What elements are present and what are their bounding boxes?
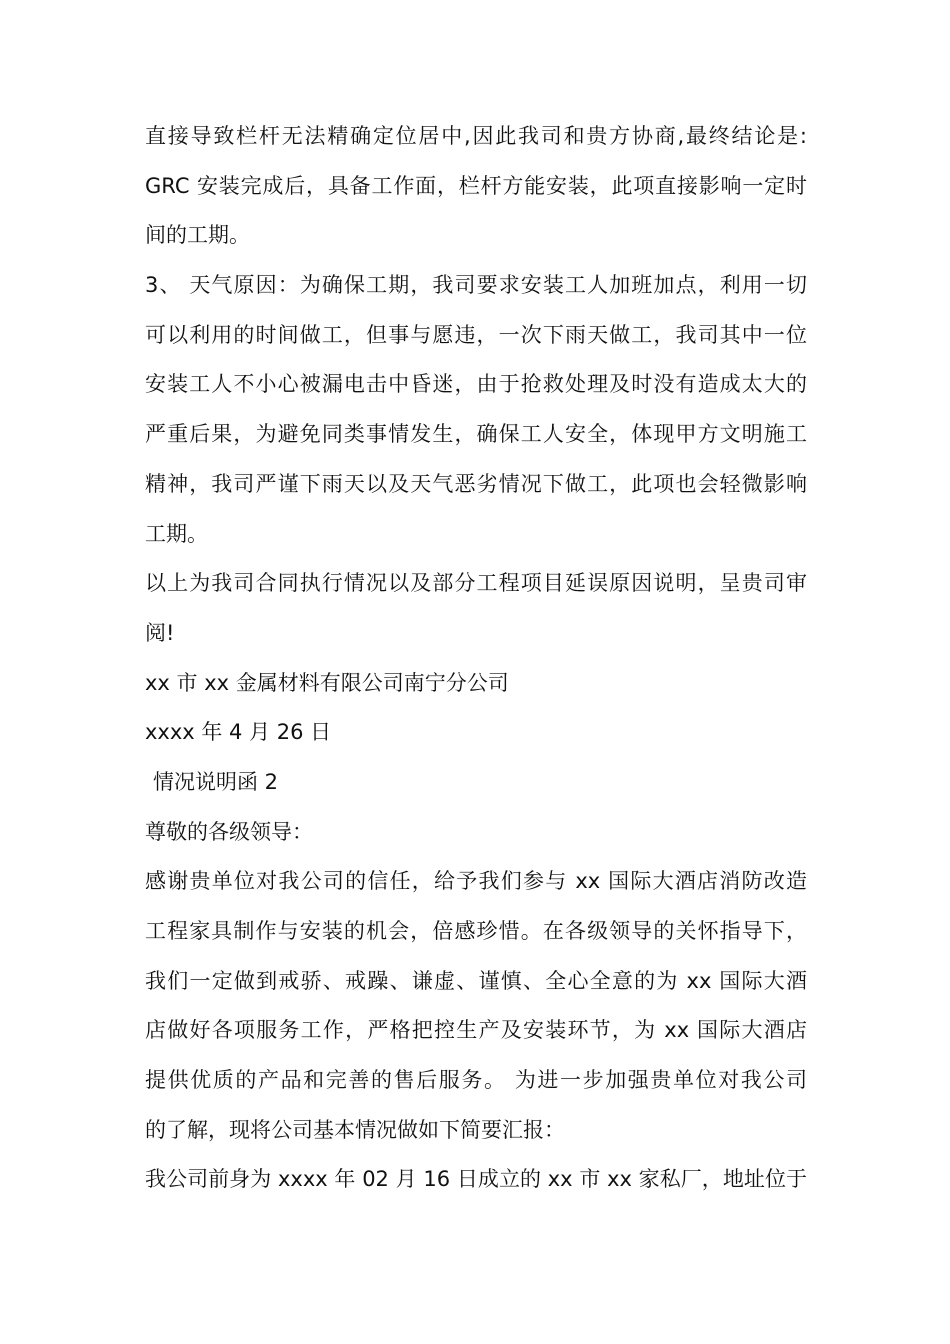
section-title: 情况说明函 2 [153,769,279,794]
text-line: 可以利用的时间做工，但事与愿违，一次下雨天做工，我司其中一位 [145,322,807,347]
text-line: 严重后果，为避免同类事情发生，确保工人安全，体现甲方文明施工 [145,422,807,447]
text-line: GRC 安装完成后，具备工作面，栏杆方能安装，此项直接影响一定时 [145,173,807,198]
text-line: 工期。 [145,521,208,546]
company-signature: xx 市 xx 金属材料有限公司南宁分公司 [145,670,509,695]
text-line: 精神，我司严谨下雨天以及天气恶劣情况下做工，此项也会轻微影响 [145,471,807,496]
text-line: 阅! [145,620,175,645]
text-line: 以上为我司合同执行情况以及部分工程项目延误原因说明，呈贵司审 [145,571,807,596]
text-line: 店做好各项服务工作，严格把控生产及安装环节，为 xx 国际大酒店 [145,1018,807,1043]
text-line: 直接导致栏杆无法精确定位居中,因此我司和贵方协商,最终结论是: [145,124,807,148]
signature-date: xxxx 年 4 月 26 日 [145,720,332,745]
text-line: 提供优质的产品和完善的售后服务。 为进一步加强贵单位对我公司 [145,1068,807,1093]
salutation: 尊敬的各级领导： [145,819,313,844]
text-line: 感谢贵单位对我公司的信任，给予我们参与 xx 国际大酒店消防改造 [145,869,807,894]
text-line: 我们一定做到戒骄、戒躁、谦虚、谨慎、全心全意的为 xx 国际大酒 [145,968,807,993]
document-body [145,112,807,1205]
text-line: 的了解，现将公司基本情况做如下简要汇报： [145,1117,565,1142]
text-line: 间的工期。 [145,223,250,248]
text-line: 工程家具制作与安装的机会，倍感珍惜。在各级领导的关怀指导下， [145,919,807,943]
list-item-heading: 3、 天气原因：为确保工期，我司要求安装工人加班加点，利用一切 [145,273,807,298]
text-line: 安装工人不小心被漏电击中昏迷，由于抢救处理及时没有造成太大的 [145,372,807,397]
text-line: 我公司前身为 xxxx 年 02 月 16 日成立的 xx 市 xx 家私厂，地址位于 [145,1167,807,1192]
